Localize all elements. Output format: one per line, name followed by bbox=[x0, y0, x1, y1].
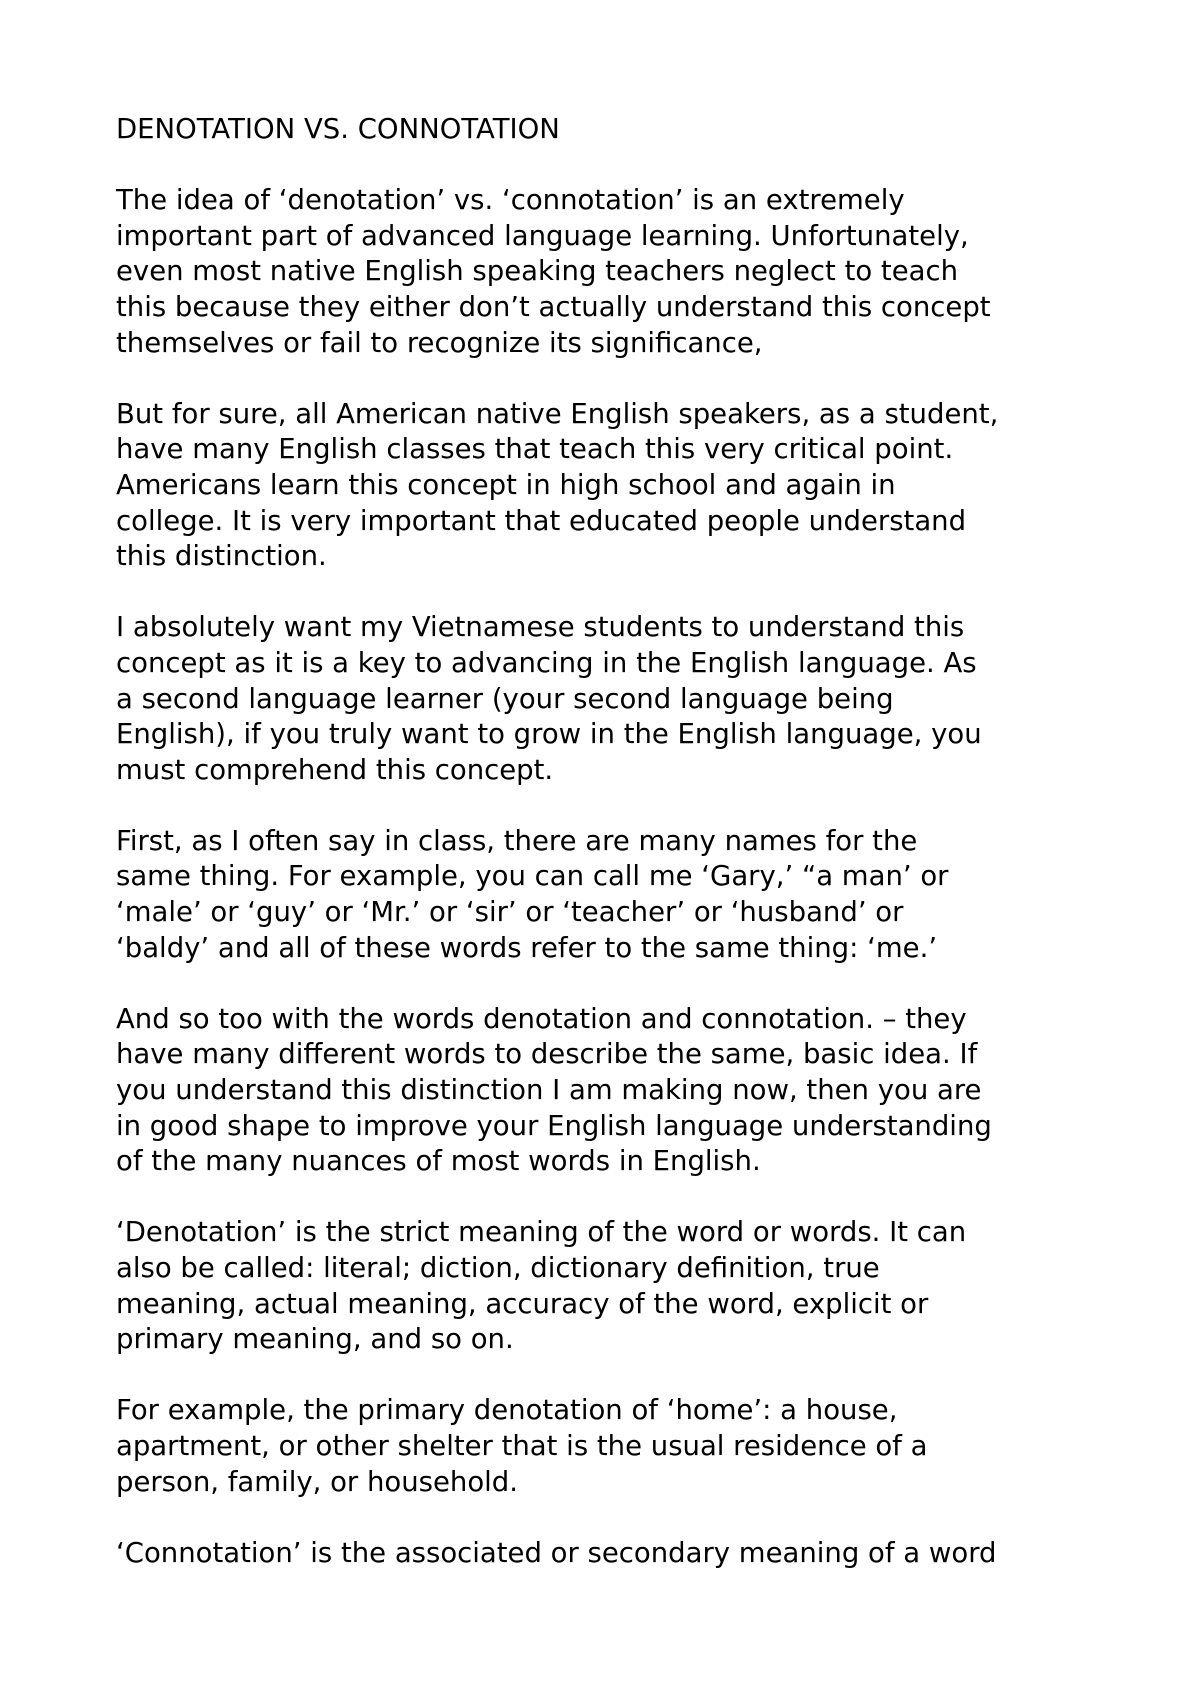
text-line: person, family, or household. bbox=[116, 1465, 518, 1498]
text-line: of the many nuances of most words in English. bbox=[116, 1145, 761, 1178]
paragraph bbox=[116, 610, 1116, 788]
text-line: have many different words to describe the same, basic idea. If bbox=[116, 1038, 978, 1071]
paragraph bbox=[116, 1002, 1116, 1180]
paragraph bbox=[116, 183, 1116, 361]
text-line: For example, the primary denotation of ‘home’: a house, bbox=[116, 1394, 898, 1427]
text-line: And so too with the words denotation and connotation. – they bbox=[116, 1002, 967, 1035]
text-line: ‘baldy’ and all of these words refer to the same thing: ‘me.’ bbox=[116, 931, 938, 964]
text-line: apartment, or other shelter that is the usual residence of a bbox=[116, 1429, 928, 1462]
paragraph-list bbox=[116, 183, 1116, 1571]
paragraph bbox=[116, 824, 1116, 966]
text-line: this because they either don’t actually understand this concept bbox=[116, 290, 991, 323]
text-line: meaning, actual meaning, accuracy of the word, explicit or bbox=[116, 1287, 929, 1320]
text-line: you understand this distinction I am making now, then you are bbox=[116, 1074, 982, 1107]
paragraph bbox=[116, 1393, 1116, 1500]
text-line: But for sure, all American native English speakers, as a student, bbox=[116, 397, 999, 430]
text-line: English), if you truly want to grow in the English language, you bbox=[116, 718, 982, 751]
text-line: ‘Connotation’ is the associated or secondary meaning of a word bbox=[116, 1536, 997, 1569]
document-title: DENOTATION VS. CONNOTATION bbox=[116, 113, 560, 145]
text-line: ‘Denotation’ is the strict meaning of the word or words. It can bbox=[116, 1216, 967, 1249]
text-line: Americans learn this concept in high school and again in bbox=[116, 468, 896, 501]
text-line: important part of advanced language learning. Unfortunately, bbox=[116, 219, 969, 252]
text-line: primary meaning, and so on. bbox=[116, 1323, 514, 1356]
text-line: themselves or fail to recognize its significance, bbox=[116, 326, 763, 359]
text-line: must comprehend this concept. bbox=[116, 753, 554, 786]
text-line: concept as it is a key to advancing in the English language. As bbox=[116, 646, 977, 679]
text-line: in good shape to improve your English language understanding bbox=[116, 1109, 992, 1142]
paragraph bbox=[116, 1215, 1116, 1357]
text-line: a second language learner (your second language being bbox=[116, 682, 894, 715]
document-body bbox=[116, 112, 1116, 1607]
text-line: ‘male’ or ‘guy’ or ‘Mr.’ or ‘sir’ or ‘teacher’ or ‘husband’ or bbox=[116, 896, 904, 929]
text-line: also be called: literal; diction, dictionary definition, true bbox=[116, 1252, 880, 1284]
text-line: I absolutely want my Vietnamese students to understand this bbox=[116, 611, 965, 644]
text-line: same thing. For example, you can call me ‘Gary,’ “a man’ or bbox=[116, 860, 949, 893]
paragraph bbox=[116, 397, 1116, 575]
text-line: college. It is very important that educated people understand bbox=[116, 504, 967, 537]
text-line: The idea of ‘denotation’ vs. ‘connotation’ is an extremely bbox=[116, 184, 905, 217]
paragraph bbox=[116, 1536, 1116, 1572]
text-line: have many English classes that teach this very critical point. bbox=[116, 433, 954, 466]
text-line: First, as I often say in class, there are many names for the bbox=[116, 824, 918, 857]
text-line: even most native English speaking teachers neglect to teach bbox=[116, 255, 959, 288]
text-line: this distinction. bbox=[116, 540, 327, 573]
